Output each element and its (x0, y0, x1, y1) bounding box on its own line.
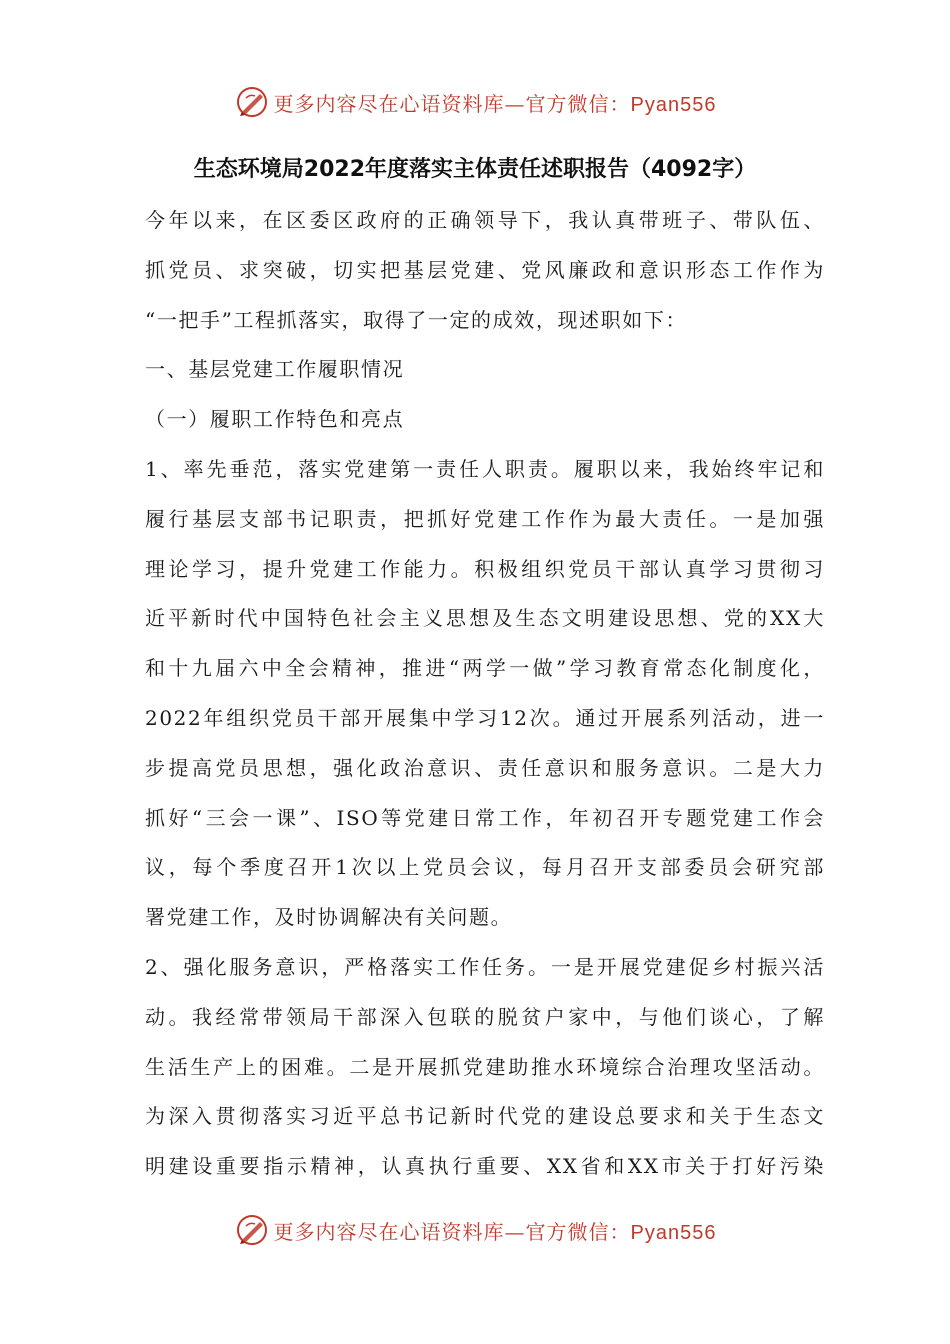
text-line: 抓好“三会一课”、ISO等党建日常工作，年初召开专题党建工作会 (145, 805, 825, 830)
text-line: 2、强化服务意识，严格落实工作任务。一是开展党建促乡村振兴活 (145, 954, 825, 979)
text-line: 履行基层支部书记职责，把抓好党建工作作为最大责任。一是加强 (145, 506, 825, 531)
text-line: 明建设重要指示精神，认真执行重要、XX省和XX市关于打好污染 (145, 1154, 825, 1179)
banner-text: 更多内容尽在心语资料库—官方微信：Pyan556 (273, 91, 717, 116)
text-line: 1、率先垂范，落实党建第一责任人职责。履职以来，我始终牢记和 (145, 456, 825, 481)
banner-handle: Pyan556 (630, 93, 717, 116)
text-line: 步提高党员思想，强化政治意识、责任意识和服务意识。二是大力 (145, 755, 825, 780)
text-line: 理论学习，提升党建工作能力。积极组织党员干部认真学习贯彻习 (145, 556, 825, 581)
text-line: 抓党员、求突破，切实把基层党建、党风廉政和意识形态工作作为 (145, 257, 825, 282)
text-line: 近平新时代中国特色社会主义思想及生态文明建设思想、党的XX大 (145, 606, 825, 631)
text-line: 和十九届六中全会精神，推进“两学一做”学习教育常态化制度化， (145, 656, 825, 681)
banner-text: 更多内容尽在心语资料库—官方微信：Pyan556 (273, 1219, 717, 1244)
text-line: 动。我经常带领局干部深入包联的脱贫户家中，与他们谈心，了解 (145, 1004, 825, 1029)
pen-logo-icon (234, 1212, 270, 1248)
text-line: 为深入贯彻落实习近平总书记新时代党的建设总要求和关于生态文 (145, 1104, 825, 1129)
body-text (145, 196, 825, 1192)
text-line: 2022年组织党员干部开展集中学习12次。通过开展系列活动，进一 (145, 705, 825, 730)
subsection-heading: （一）履职工作特色和亮点 (145, 407, 405, 432)
banner-handle: Pyan556 (630, 1221, 717, 1244)
pen-logo-icon (234, 84, 270, 120)
text-line: 署党建工作，及时协调解决有关问题。 (145, 905, 513, 930)
page-title: 生态环境局2022年度落实主体责任述职报告（4092字） (193, 157, 757, 182)
text-line: “一把手”工程抓落实，取得了一定的成效，现述职如下： (145, 307, 688, 332)
header-watermark-banner (0, 82, 950, 122)
footer-watermark-banner (0, 1210, 950, 1250)
text-line: 今年以来，在区委区政府的正确领导下，我认真带班子、带队伍、 (145, 208, 825, 232)
section-heading: 一、基层党建工作履职情况 (145, 357, 405, 382)
text-line: 生活生产上的困难。二是开展抓党建助推水环境综合治理攻坚活动。 (145, 1054, 825, 1079)
text-line: 议，每个季度召开1次以上党员会议，每月召开支部委员会研究部 (145, 855, 825, 880)
